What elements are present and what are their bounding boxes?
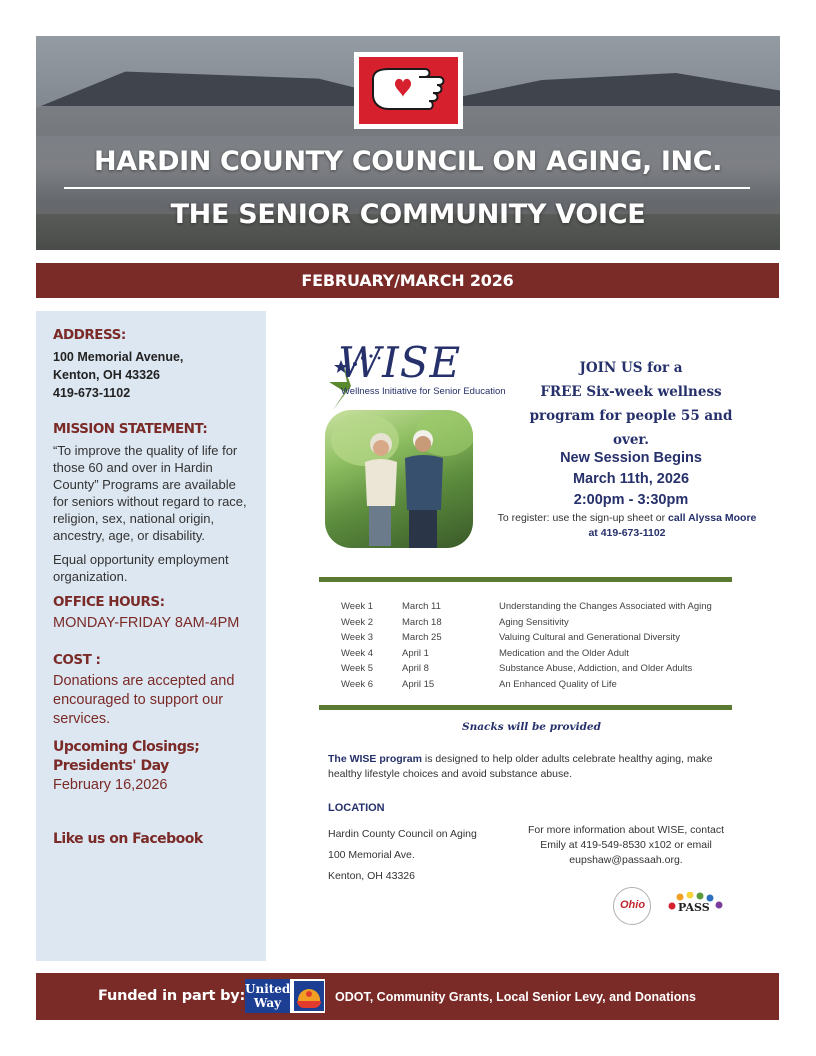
- schedule-row: [341, 599, 741, 615]
- ohio-mental-health-logo: [613, 887, 651, 925]
- closings-heading-line2: Presidents' Day: [53, 758, 169, 774]
- schedule-topic: Substance Abuse, Addiction, and Older Adults: [499, 663, 693, 675]
- hand-heart-icon: [359, 57, 458, 124]
- equal-opportunity-text: Equal opportunity employment organization.: [53, 552, 229, 584]
- join-callout: [511, 356, 751, 452]
- funding-footer: [36, 973, 779, 1020]
- register-text: To register: use the sign-up sheet or: [497, 512, 666, 524]
- closings-heading-line1: Upcoming Closings;: [53, 739, 200, 755]
- session-begins: New Session Begins: [560, 450, 702, 466]
- address-heading: ADDRESS:: [53, 327, 126, 343]
- session-time: 2:00pm - 3:30pm: [573, 492, 689, 508]
- united-way-line1: United: [245, 982, 291, 996]
- logo-red-background: [359, 57, 458, 124]
- schedule-row: [341, 661, 741, 677]
- registration-info: [496, 511, 758, 541]
- schedule-date: April 15: [402, 678, 435, 690]
- register-contact: call Alyssa Moore at 419-673-1102: [588, 512, 757, 539]
- cost-heading: COST :: [53, 652, 101, 668]
- more-info-line-1: For more information about WISE, contact: [527, 824, 725, 836]
- schedule-row: [341, 646, 741, 662]
- session-date: March 11th, 2026: [572, 471, 690, 487]
- address-street: 100 Memorial Avenue,: [53, 350, 184, 364]
- united-way-icon: [294, 981, 324, 1011]
- schedule-row: [341, 630, 741, 646]
- more-info-line-2: Emily at 419-549-8530 x102 or email: [540, 839, 712, 851]
- ohio-logo-text: Ohio: [620, 899, 646, 911]
- more-info-contact: [516, 823, 736, 868]
- funders-list: ODOT, Community Grants, Local Senior Levy, and Donations: [335, 990, 696, 1004]
- schedule-date: March 25: [402, 632, 442, 644]
- schedule-week: Week 5: [341, 663, 374, 675]
- location-heading: LOCATION: [328, 802, 385, 814]
- schedule-topic: Medication and the Older Adult: [499, 647, 629, 659]
- schedule-top-divider: [319, 577, 732, 582]
- join-line-4: over.: [612, 432, 649, 448]
- seniors-photo-illustration: [325, 410, 473, 548]
- closings-date: February 16,2026: [53, 777, 168, 793]
- schedule-date: April 8: [402, 663, 429, 675]
- schedule-week: Week 6: [341, 678, 374, 690]
- wise-logo-text: WISE: [338, 338, 462, 387]
- schedule-row: [341, 677, 741, 693]
- schedule-topic: Valuing Cultural and Generational Diversity: [499, 632, 680, 644]
- schedule-date: March 11: [402, 601, 441, 613]
- united-way-logo: [245, 979, 325, 1013]
- program-description-text: is designed to help older adults celebrate healthy aging, make healthy lifestyle choices and avoid substance abuse.: [328, 753, 713, 780]
- schedule-week: Week 4: [341, 647, 374, 659]
- office-hours-heading: OFFICE HOURS:: [53, 594, 165, 610]
- info-sidebar: [36, 311, 266, 961]
- schedule-topic: Understanding the Changes Associated with Aging: [499, 601, 712, 613]
- united-way-line2: Way: [253, 996, 282, 1010]
- schedule-row: [341, 615, 741, 631]
- united-way-text: [245, 979, 290, 1013]
- address-city: Kenton, OH 43326: [53, 368, 160, 382]
- issue-date: FEBRUARY/MARCH 2026: [301, 271, 514, 290]
- issue-date-bar: [36, 263, 779, 298]
- location-name: Hardin County Council on Aging: [328, 828, 477, 840]
- session-info: [511, 448, 751, 511]
- cost-text: Donations are accepted and encouraged to support our services.: [53, 673, 235, 727]
- schedule-topic: An Enhanced Quality of Life: [499, 678, 617, 690]
- council-logo: [354, 52, 463, 129]
- newsletter-title: HARDIN COUNTY COUNCIL ON AGING, INC.: [94, 146, 722, 177]
- pass-logo-text: PASS: [678, 901, 710, 914]
- seniors-walking-photo: [325, 410, 473, 548]
- snacks-note: Snacks will be provided: [462, 721, 601, 733]
- location-address: [328, 824, 477, 887]
- schedule-date: April 1: [402, 647, 429, 659]
- join-line-1: JOIN US for a: [579, 360, 683, 376]
- wise-flyer: [291, 314, 772, 944]
- wise-logo-subtitle: Wellness Initiative for Senior Education: [341, 386, 506, 397]
- newsletter-subtitle: THE SENIOR COMMUNITY VOICE: [170, 199, 646, 230]
- funded-label: Funded in part by:: [98, 988, 246, 1004]
- location-street: 100 Memorial Ave.: [328, 849, 415, 861]
- mission-text: “To improve the quality of life for those 60 and over in Hardin County” Programs are available for seniors without regard to race, religion, sex, national origin, ancestry, age, or disability.: [53, 443, 247, 543]
- schedule-week: Week 2: [341, 616, 374, 628]
- schedule-date: March 18: [402, 616, 442, 628]
- join-line-2: FREE Six-week wellness: [540, 384, 722, 400]
- schedule-bottom-divider: [319, 705, 732, 710]
- facebook-link[interactable]: Like us on Facebook: [53, 831, 203, 847]
- address-phone: 419-673-1102: [53, 386, 131, 400]
- program-description: [328, 752, 734, 782]
- title-divider: [64, 187, 750, 189]
- office-hours-text: MONDAY-FRIDAY 8AM-4PM: [53, 615, 240, 631]
- schedule-topic: Aging Sensitivity: [499, 616, 569, 628]
- schedule-table: [341, 599, 741, 692]
- pass-logo: [666, 892, 726, 920]
- more-info-email[interactable]: eupshaw@passaah.org.: [569, 854, 683, 866]
- mission-heading: MISSION STATEMENT:: [53, 421, 208, 437]
- schedule-week: Week 1: [341, 601, 374, 613]
- address-block: [53, 348, 252, 402]
- location-city: Kenton, OH 43326: [328, 870, 415, 882]
- join-line-3: program for people 55 and: [529, 408, 733, 424]
- program-name: The WISE program: [328, 753, 422, 765]
- schedule-week: Week 3: [341, 632, 374, 644]
